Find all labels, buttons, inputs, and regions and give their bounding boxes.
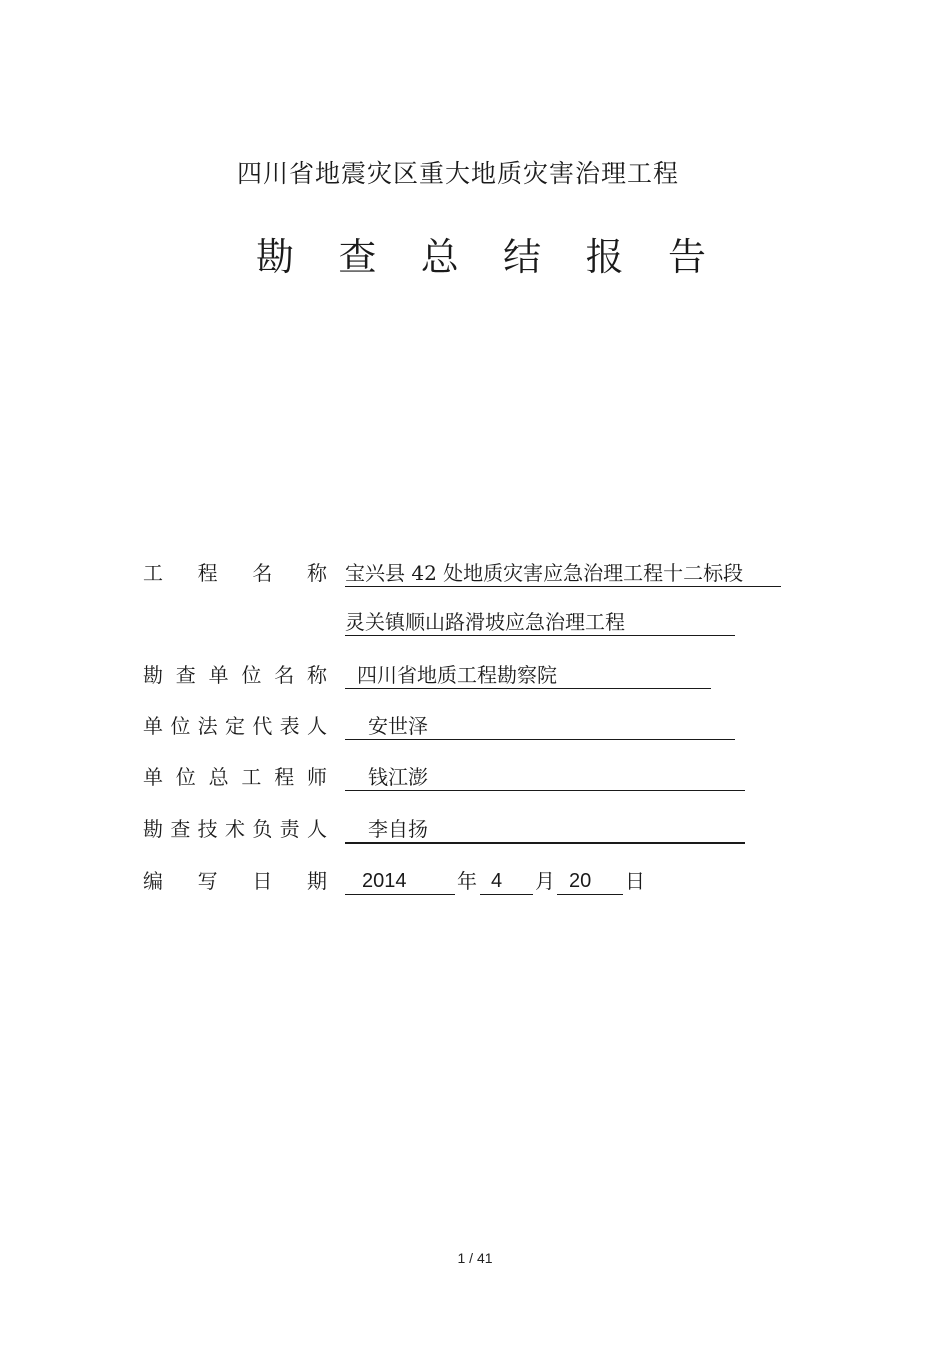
- chief-engineer-value: 钱江澎: [345, 762, 745, 791]
- title-char: 总: [420, 235, 459, 279]
- title-char: 查: [338, 235, 377, 279]
- title-char: 结: [503, 235, 542, 279]
- survey-unit-value: 四川省地质工程勘察院: [345, 660, 711, 689]
- title-char: 勘: [256, 235, 295, 279]
- chief-engineer-label: 单 位 总 工 程 师: [143, 765, 327, 789]
- title-line-2: [256, 226, 706, 281]
- title-char: 告: [667, 235, 706, 279]
- date-year-unit: 年: [457, 869, 477, 893]
- title-line-1: 四川省地震灾区重大地质灾害治理工程: [236, 159, 679, 188]
- survey-unit-label: 勘 查 单 位 名 称: [143, 663, 327, 687]
- legal-rep-value: 安世泽: [345, 711, 735, 740]
- date-month-value: 4: [480, 866, 533, 895]
- date-year-value: 2014: [345, 866, 455, 895]
- legal-rep-label: 单 位 法 定 代 表 人: [143, 714, 327, 738]
- date-month-unit: 月: [535, 869, 555, 893]
- title-char: 报: [585, 235, 624, 279]
- page-indicator: 1 / 41: [457, 1250, 493, 1266]
- date-day-unit: 日: [625, 869, 645, 893]
- project-name-value-line-2: 灵关镇顺山路滑坡应急治理工程: [345, 607, 735, 636]
- tech-lead-value: 李自扬: [345, 814, 745, 844]
- project-name-value-line-1: 宝兴县 42 处地质灾害应急治理工程十二标段: [345, 558, 781, 587]
- project-name-label: 工 程 名 称: [143, 561, 327, 585]
- date-label: 编 写 日 期: [143, 869, 327, 893]
- tech-lead-label: 勘 查 技 术 负 责 人: [143, 817, 327, 841]
- date-day-value: 20: [557, 866, 623, 895]
